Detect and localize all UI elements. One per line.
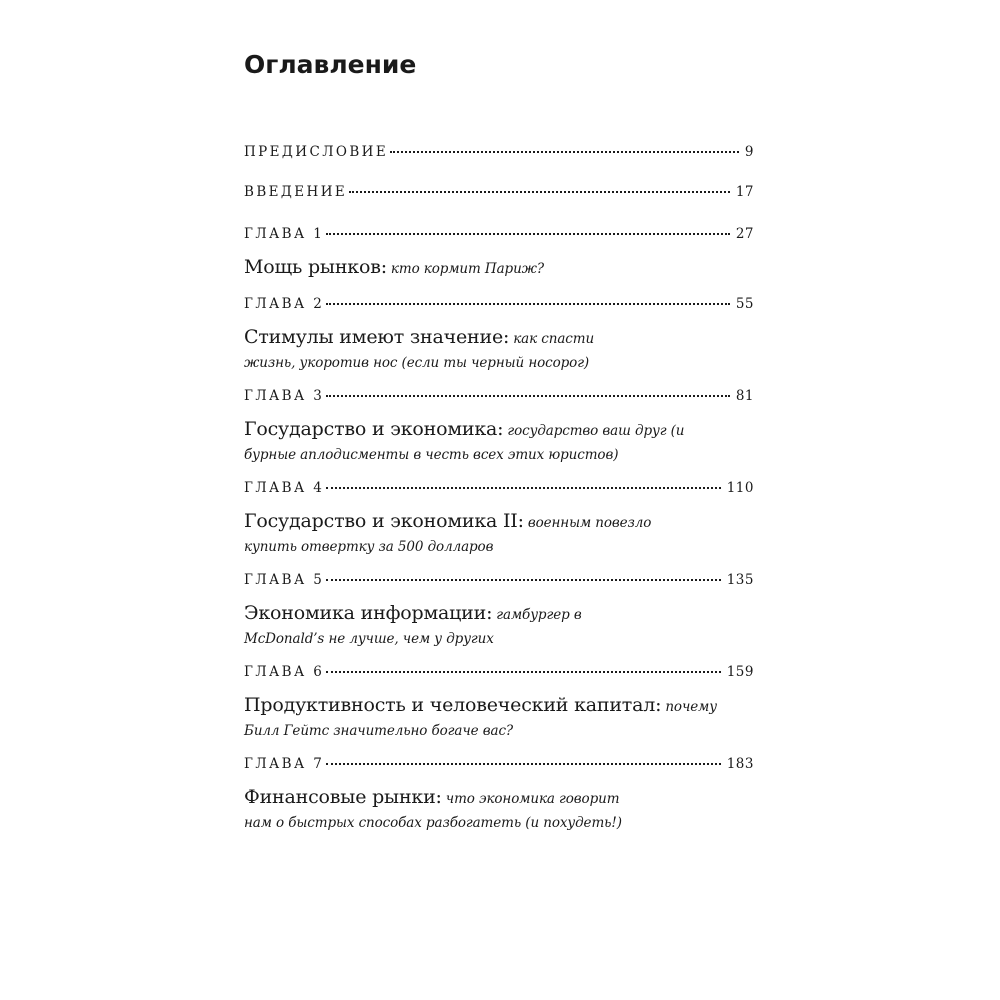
toc-entry-chapter-4[interactable]	[244, 480, 754, 559]
toc-label-row	[244, 480, 754, 500]
toc-entry-chapter-6[interactable]	[244, 664, 754, 743]
chapter-title	[244, 325, 624, 375]
toc-entry-chapter-2[interactable]	[244, 296, 754, 375]
toc-entry-chapter-3[interactable]	[244, 388, 754, 467]
dot-leader	[326, 233, 730, 235]
page-number: 27	[735, 226, 754, 242]
entry-label: ГЛАВА 2	[244, 296, 325, 312]
toc-entry-chapter-7[interactable]	[244, 756, 754, 835]
chapter-subtitle: как спасти жизнь, укоротив нос (если ты черный носорог)	[244, 331, 595, 371]
dot-leader	[326, 395, 730, 397]
dot-leader	[390, 151, 739, 153]
toc-entry-preface[interactable]	[244, 144, 754, 164]
chapter-subtitle: государство ваш друг (и бурные аплодисменты в честь всех этих юристов)	[244, 423, 685, 463]
entry-label: ВВЕДЕНИЕ	[244, 184, 348, 200]
chapter-title-main: Государство и экономика II:	[244, 510, 524, 532]
page-title: Оглавление	[244, 50, 417, 79]
dot-leader	[349, 191, 730, 193]
page-number: 55	[735, 296, 754, 312]
page-number: 9	[744, 144, 754, 160]
chapter-title	[244, 601, 644, 651]
toc-label-row	[244, 572, 754, 592]
toc-label-row	[244, 756, 754, 776]
chapter-title-main: Государство и экономика:	[244, 418, 504, 440]
page-number: 159	[726, 664, 754, 680]
chapter-subtitle: почему Билл Гейтс значительно богаче вас?	[244, 699, 717, 739]
dot-leader	[326, 763, 720, 765]
entry-label: ГЛАВА 3	[244, 388, 325, 404]
chapter-subtitle: кто кормит Париж?	[390, 261, 545, 277]
toc-entry-chapter-5[interactable]	[244, 572, 754, 651]
toc-label-row	[244, 184, 754, 204]
chapter-title-main: Экономика информации:	[244, 602, 493, 624]
toc-label-row	[244, 296, 754, 316]
toc-entry-chapter-1[interactable]	[244, 226, 754, 281]
chapter-subtitle: гамбургер в McDonald’s не лучше, чем у других	[244, 607, 582, 647]
dot-leader	[326, 579, 720, 581]
toc-label-row	[244, 388, 754, 408]
dot-leader	[326, 303, 730, 305]
page-number: 183	[726, 756, 754, 772]
entry-label: ГЛАВА 5	[244, 572, 325, 588]
chapter-title	[244, 785, 644, 835]
chapter-title	[244, 417, 714, 467]
chapter-subtitle: военным повезло купить отвертку за 500 долларов	[244, 515, 652, 555]
chapter-title-main: Стимулы имеют значение:	[244, 326, 510, 348]
toc-entry-introduction[interactable]	[244, 184, 754, 204]
dot-leader	[326, 671, 720, 673]
chapter-title-main: Продуктивность и человеческий капитал:	[244, 694, 662, 716]
chapter-title	[244, 255, 624, 281]
toc-label-row	[244, 144, 754, 164]
chapter-title-main: Финансовые рынки:	[244, 786, 442, 808]
entry-label: ГЛАВА 6	[244, 664, 325, 680]
toc-label-row	[244, 664, 754, 684]
page-number: 81	[735, 388, 754, 404]
entry-label: ПРЕДИСЛОВИЕ	[244, 144, 389, 160]
chapter-subtitle: что экономика говорит нам о быстрых способах разбогатеть (и похудеть!)	[244, 791, 622, 831]
chapter-title	[244, 693, 754, 743]
entry-label: ГЛАВА 1	[244, 226, 325, 242]
chapter-title-main: Мощь рынков:	[244, 256, 387, 278]
dot-leader	[326, 487, 720, 489]
page-number: 110	[726, 480, 754, 496]
page-number: 17	[735, 184, 754, 200]
chapter-title	[244, 509, 674, 559]
page-number: 135	[726, 572, 754, 588]
toc-label-row	[244, 226, 754, 246]
entry-label: ГЛАВА 7	[244, 756, 325, 772]
entry-label: ГЛАВА 4	[244, 480, 325, 496]
